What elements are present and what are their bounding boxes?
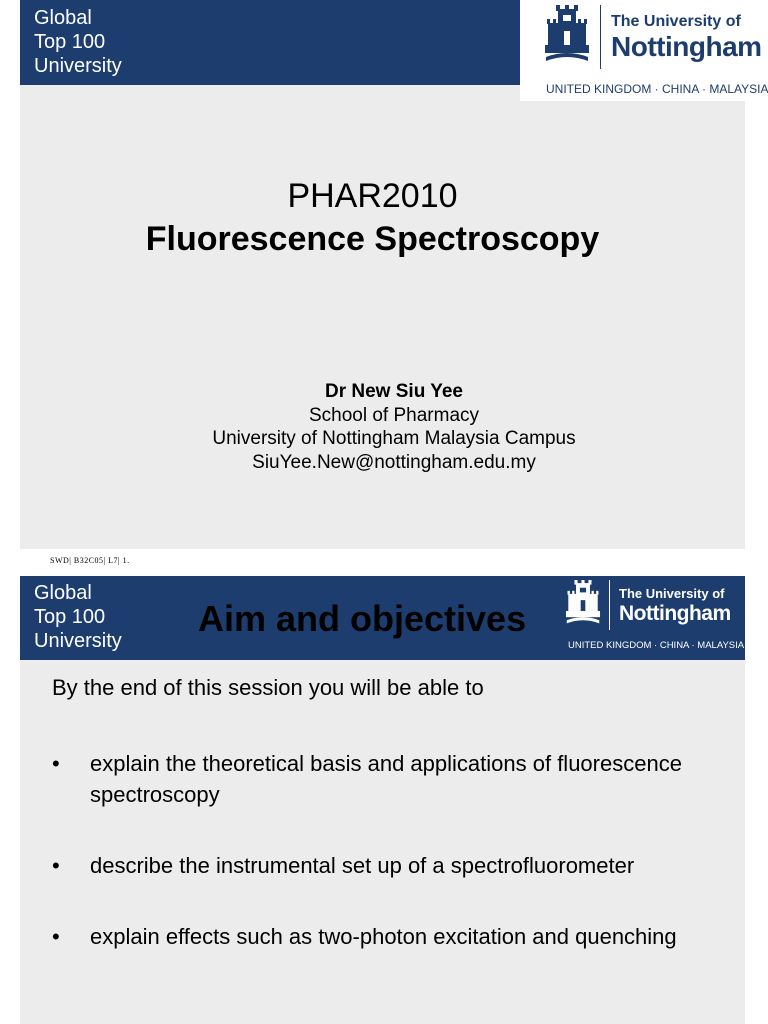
castle-crest-icon xyxy=(565,580,601,628)
list-item xyxy=(52,850,732,881)
logo-tagline: UNITED KINGDOM · CHINA · MALAYSIA xyxy=(568,640,745,651)
author-name: Dr New Siu Yee xyxy=(325,381,463,402)
author-school: School of Pharmacy xyxy=(308,404,480,426)
global-top-100-label xyxy=(34,6,122,78)
objective-text: explain effects such as two-photon excitation and quenching xyxy=(90,924,677,949)
castle-crest-icon xyxy=(544,5,590,67)
list-item xyxy=(52,748,732,810)
objectives-list xyxy=(52,748,732,952)
objective-text: explain the theoretical basis and applications of fluorescence spectroscopy xyxy=(90,751,682,807)
objective-text: describe the instrumental set up of a spectrofluorometer xyxy=(90,853,635,878)
university-line: University xyxy=(34,630,122,652)
logo-divider xyxy=(600,5,601,69)
slide-footer-code: SWD| B32C05| L7| 1. xyxy=(50,556,130,565)
bullet-icon: • xyxy=(52,924,60,949)
wordmark-main: Nottingham xyxy=(619,602,731,625)
logo-tagline: UNITED KINGDOM · CHINA · MALAYSIA xyxy=(546,82,768,96)
bullet-icon: • xyxy=(52,751,60,776)
wordmark-top: The University of xyxy=(619,586,725,601)
university-line: University xyxy=(34,55,122,77)
slide-heading: Aim and objectives xyxy=(198,598,527,639)
global-line: Global xyxy=(34,582,92,604)
author-campus: University of Nottingham Malaysia Campus xyxy=(212,428,576,449)
wordmark-main: Nottingham xyxy=(611,31,762,62)
top-100-line: Top 100 xyxy=(34,31,106,53)
global-line: Global xyxy=(34,7,92,29)
university-logo xyxy=(544,5,762,69)
list-item xyxy=(52,921,732,952)
university-logo xyxy=(565,580,731,630)
course-code: PHAR2010 xyxy=(287,177,458,215)
author-email: SiuYee.New@nottingham.edu.my xyxy=(252,451,536,473)
author-block xyxy=(20,380,768,474)
wordmark xyxy=(611,5,762,63)
intro-text: By the end of this session you will be able to xyxy=(52,675,484,700)
wordmark-top: The University of xyxy=(611,13,741,30)
slide-title-block xyxy=(20,176,725,259)
logo-divider xyxy=(609,580,610,630)
bullet-icon: • xyxy=(52,853,60,878)
wordmark xyxy=(619,580,731,626)
global-top-100-label xyxy=(34,581,122,653)
top-100-line: Top 100 xyxy=(34,606,106,628)
lecture-title: Fluorescence Spectroscopy xyxy=(145,220,600,258)
